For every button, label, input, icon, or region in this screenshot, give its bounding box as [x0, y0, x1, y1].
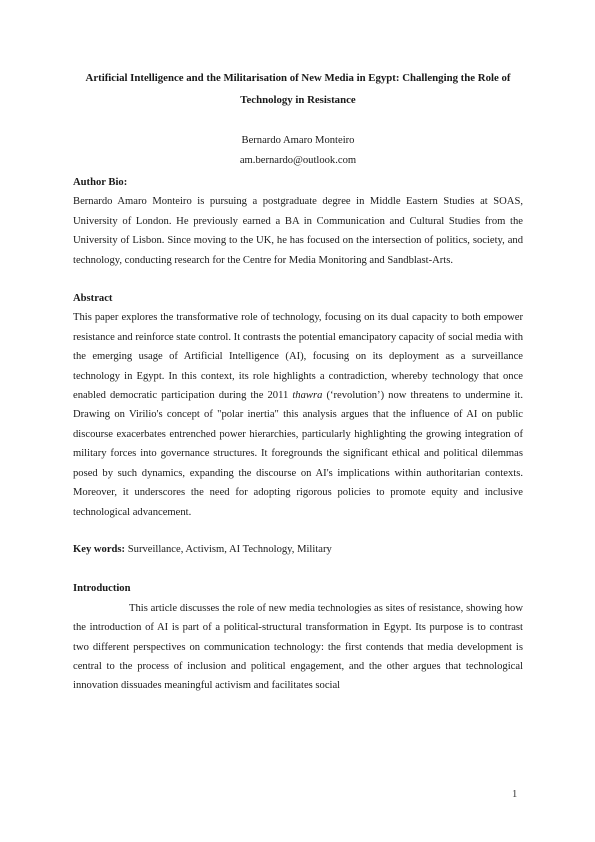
keywords-label: Key words: [73, 543, 126, 555]
page-content [73, 68, 523, 696]
paper-title: Artificial Intelligence and the Militarisation of New Media in Egypt: Challenging the Role of Technology in Resistance [85, 72, 511, 106]
keywords-line [73, 540, 523, 559]
author-bio-heading: Author Bio: [73, 177, 128, 188]
introduction-text: This article discusses the role of new media technologies as sites of resistance, showing how the introduction of AI is part of a political-structural transformation in Egypt. Its purpose is to contrast two different perspectives on communication technology: the first contends that media development is central to the process of inclusion and political engagement, and the other argues that technological innovation dissuades meaningful activism and facilitates social [73, 602, 523, 692]
abstract-text-part2: (‘revolution’) now threatens to undermine it. Drawing on Virilio's concept of "polar inertia" this analysis argues that the influence of AI on public discourse exacerbates entrenched power hierarchies, particularly highlighting the growing integration of military forces into governance structures. It foregrounds the significant ethical and political dilemmas posed by such dynamics, expanding the discourse on AI's implications within authoritarian contexts. Moreover, it underscores the need for adopting rigorous policies to promote equity and inclusive technological advancement. [73, 390, 523, 518]
abstract-text [73, 308, 523, 521]
introduction-heading: Introduction [73, 583, 131, 595]
author-name: Bernardo Amaro Monteiro [241, 135, 355, 146]
author-bio-text: Bernardo Amaro Monteiro is pursuing a postgraduate degree in Middle Eastern Studies at SOAS, University of London. He previously earned a BA in Communication and Cultural Studies from the University of Lisbon. Since moving to the UK, he has focused on the intersection of politics, society, and technology, conducting research for the Centre for Media Monitoring and Sandblast-Arts. [73, 196, 523, 266]
author-block [73, 131, 523, 171]
page-number: 1 [512, 789, 518, 800]
abstract-heading: Abstract [73, 293, 113, 305]
abstract-text-part1: This paper explores the transformative role of technology, focusing on its dual capacity to both empower resistance and reinforce state control. It contrasts the potential emancipatory capacity of social media with the emerging usage of Artificial Intelligence (AI), focusing on its deployment as a surveillance technology in Egypt. In this context, its role highlights a contradiction, whereby technology that once enabled democratic participation during the 2011 [73, 312, 523, 402]
author-email: am.bernardo@outlook.com [239, 155, 357, 166]
keywords-text: Surveillance, Activism, AI Technology, Military [127, 543, 332, 555]
abstract-italic-term: thawra [292, 390, 323, 402]
